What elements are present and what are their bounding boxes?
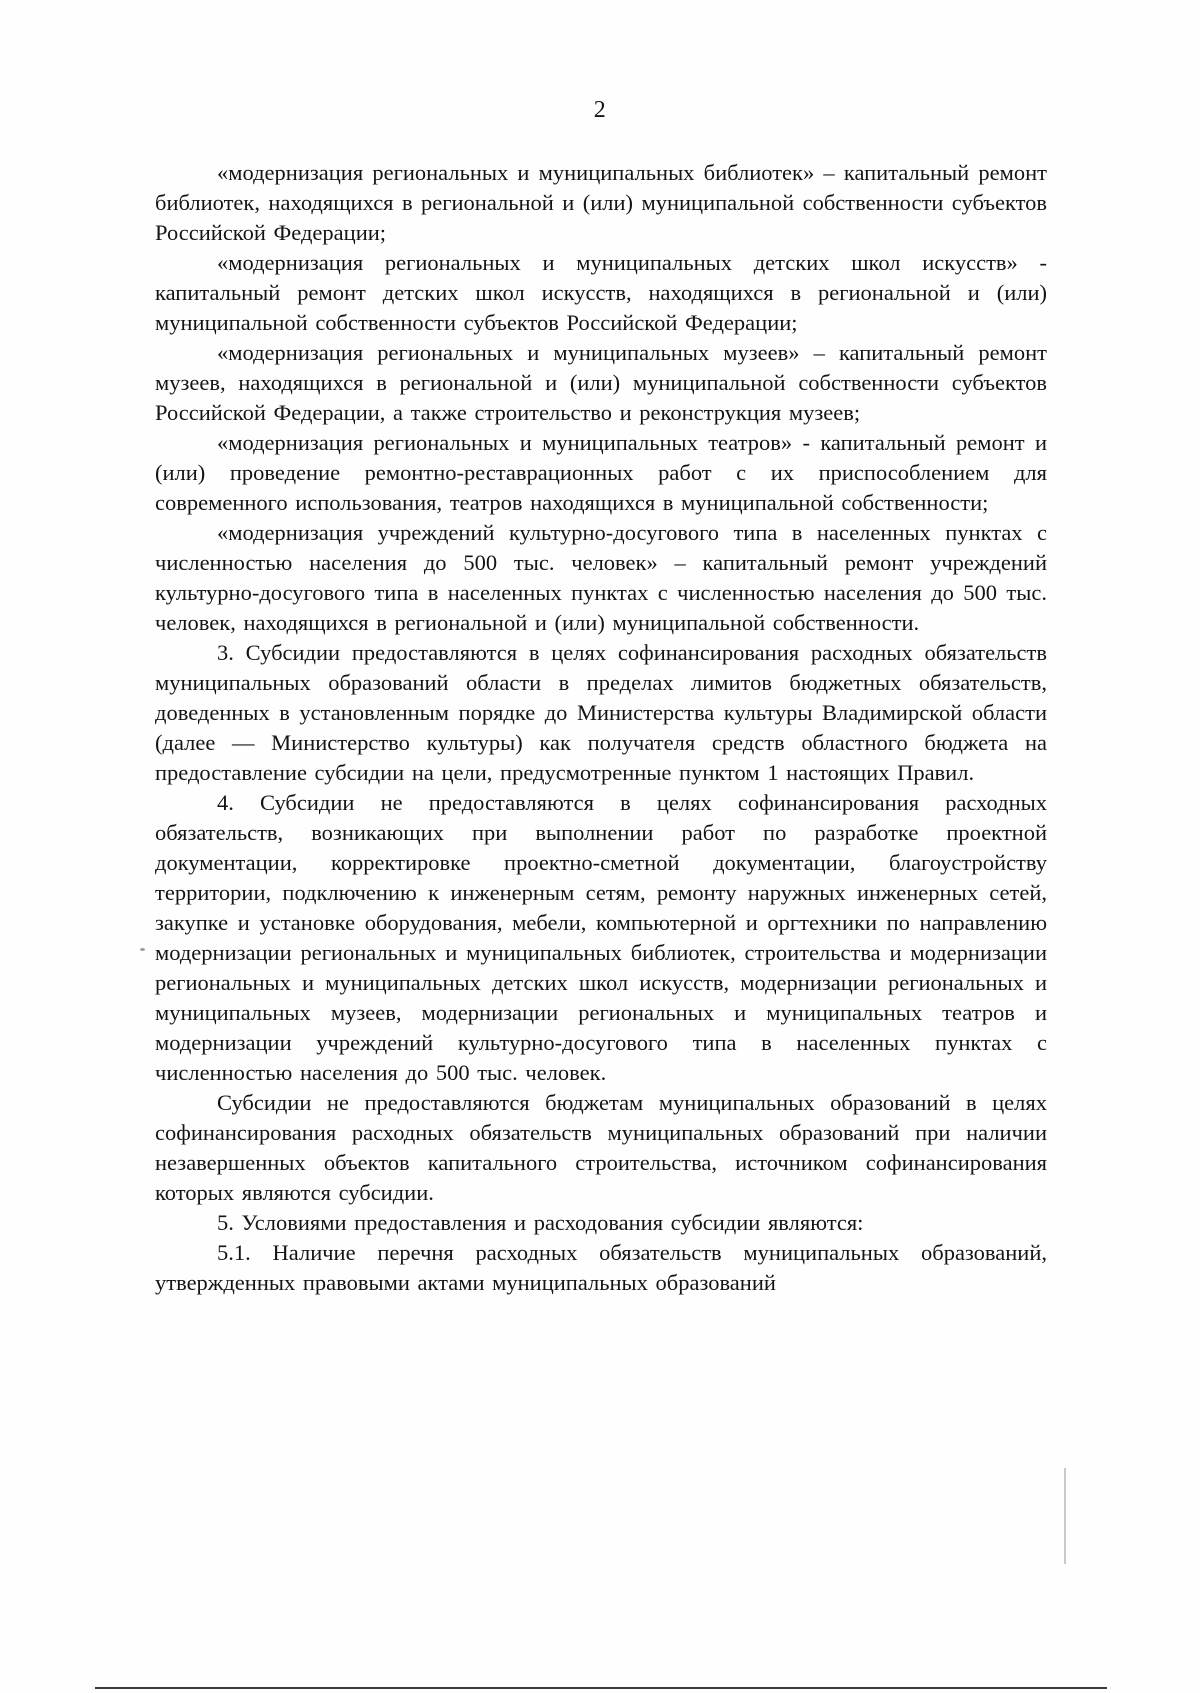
paragraph-modernization-art-schools: «модернизация региональных и муниципальных детских школ искусств» - капитальный ремонт детских школ искусств, находящихся в региональной и (или) муниципальной собственности субъектов Российской Федерации;	[155, 250, 1047, 335]
scan-artifact-vertical-line	[1064, 1468, 1066, 1564]
page-number: 2	[593, 97, 607, 123]
paragraph-modernization-theaters: «модернизация региональных и муниципальных театров» - капитальный ремонт и (или) проведение ремонтно-реставрационных работ с их приспособлением для современного использования, театров находящихся в муниципальной собственности;	[155, 430, 1047, 515]
paragraph-clause-3-subsidies-provided: 3. Субсидии предоставляются в целях софинансирования расходных обязательств муниципальных образований области в пределах лимитов бюджетных обязательств, доведенных в установленным порядке до Министерства культуры Владимирской области (далее — Министерство культуры) как получателя средств областного бюджета на предоставление субсидии на цели, предусмотренные пунктом 1 настоящих Правил.	[155, 640, 1047, 785]
scan-artifact-bottom-edge	[95, 1687, 1107, 1689]
scan-artifact-speck	[140, 948, 145, 951]
paragraph-clause-4-subsidies-not-provided: 4. Субсидии не предоставляются в целях софинансирования расходных обязательств, возникающих при выполнении работ по разработке проектной документации, корректировке проектно-сметной документации, благоустройству территории, подключению к инженерным сетям, ремонту наружных инженерных сетей, закупке и установке оборудования, мебели, компьютерной и оргтехники по направлению модернизации региональных и муниципальных библиотек, строительства и модернизации региональных и муниципальных детских школ искусств, модернизации региональных и муниципальных музеев, модернизации региональных и муниципальных театров и модернизации учреждений культурно-досугового типа в населенных пунктах с численностью населения до 500 тыс. человек.	[155, 790, 1047, 1085]
paragraph-subsidies-not-provided-unfinished: Субсидии не предоставляются бюджетам муниципальных образований в целях софинансирования расходных обязательств муниципальных образований при наличии незавершенных объектов капитального строительства, источником софинансирования которых являются субсидии.	[155, 1090, 1047, 1205]
document-body-text	[155, 158, 1047, 1298]
paragraph-modernization-libraries: «модернизация региональных и муниципальных библиотек» – капитальный ремонт библиотек, находящихся в региональной и (или) муниципальной собственности субъектов Российской Федерации;	[155, 160, 1047, 245]
paragraph-clause-5-1-expenditure-list: 5.1. Наличие перечня расходных обязательств муниципальных образований, утвержденных правовыми актами муниципальных образований	[155, 1240, 1047, 1295]
paragraph-modernization-museums: «модернизация региональных и муниципальных музеев» – капитальный ремонт музеев, находящихся в региональной и (или) муниципальной собственности субъектов Российской Федерации, а также строительство и реконструкция музеев;	[155, 340, 1047, 425]
paragraph-clause-5-conditions: 5. Условиями предоставления и расходования субсидии являются:	[217, 1210, 864, 1235]
paragraph-modernization-cultural-centers: «модернизация учреждений культурно-досугового типа в населенных пунктах с численностью населения до 500 тыс. человек» – капитальный ремонт учреждений культурно-досугового типа в населенных пунктах с численностью населения до 500 тыс. человек, находящихся в региональной и (или) муниципальной собственности.	[155, 520, 1047, 635]
